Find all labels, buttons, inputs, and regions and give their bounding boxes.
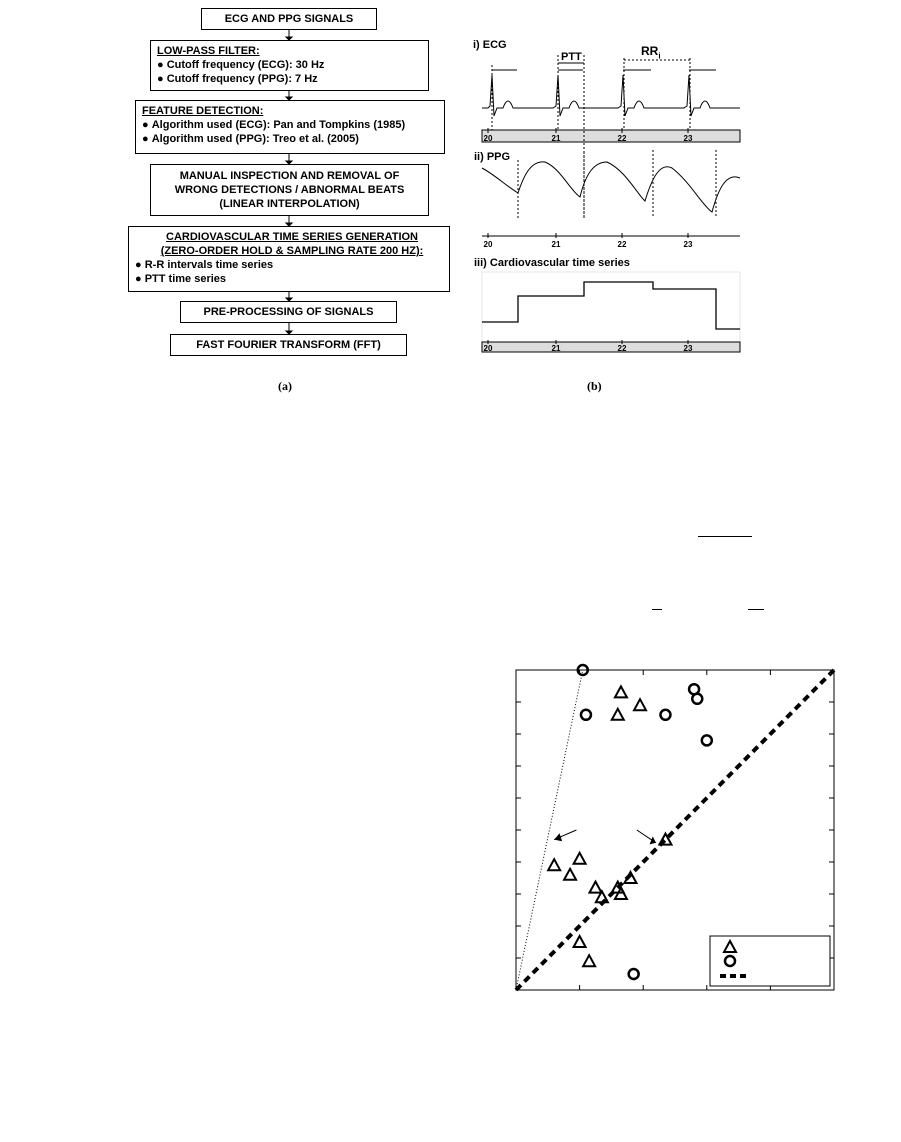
tick-label: 20 [483, 134, 493, 143]
scatter-chart [508, 662, 844, 996]
equation-fraction-bar [652, 609, 662, 610]
ecg-time-bar [482, 130, 740, 142]
list-item: ● PTT time series [135, 273, 227, 285]
tick-label: 23 [683, 240, 693, 249]
cv-time-bar [482, 342, 740, 352]
list-item: ● R-R intervals time series [135, 259, 274, 271]
tick-label: 22 [617, 134, 627, 143]
manual-inspection-line: WRONG DETECTIONS / ABNORMAL BEATS [174, 184, 405, 196]
equation-fraction-bar [698, 536, 752, 537]
list-item: ● Cutoff frequency (PPG): 7 Hz [157, 73, 318, 85]
tick-label: 21 [551, 134, 561, 143]
flow-box-preprocessing: PRE-PROCESSING OF SIGNALS [180, 301, 397, 323]
list-item: ● Algorithm used (ECG): Pan and Tompkins (1985) [142, 119, 406, 131]
rr-label: $RR_i$ [641, 44, 661, 61]
flow-box-fft: FAST FOURIER TRANSFORM (FFT) [170, 334, 407, 356]
waveform-panel [0, 0, 901, 390]
caption-a: (a) [278, 379, 292, 393]
feature-detection-title: FEATURE DETECTION: [142, 105, 264, 117]
ppg-label: ii) PPG [474, 151, 511, 163]
ecg-trace [482, 75, 740, 116]
low-pass-filter-title: LOW-PASS FILTER: [157, 45, 260, 57]
ppg-trace [482, 162, 740, 212]
manual-inspection-line: (LINEAR INTERPOLATION) [219, 198, 360, 210]
tick-label: 23 [683, 344, 693, 353]
time-series-subtitle: (ZERO-ORDER HOLD & SAMPLING RATE 200 HZ): [160, 245, 424, 257]
tick-label: 20 [483, 240, 493, 249]
list-item: ● Algorithm used (PPG): Treo et al. (2005) [142, 133, 359, 145]
tick-label: 23 [683, 134, 693, 143]
list-item: ● Cutoff frequency (ECG): 30 Hz [157, 59, 325, 71]
cv-series-label: iii) Cardiovascular time series [474, 257, 630, 269]
tick-label: 21 [551, 240, 561, 249]
ecg-label: i) ECG [473, 39, 507, 51]
tick-label: 22 [617, 344, 627, 353]
manual-inspection-line: MANUAL INSPECTION AND REMOVAL OF [179, 170, 400, 182]
flow-box-signals: ECG AND PPG SIGNALS [201, 8, 377, 30]
tick-label: 20 [483, 344, 493, 353]
tick-label: 21 [551, 344, 561, 353]
tick-label: 22 [617, 240, 627, 249]
ptt-label: PTT [561, 51, 582, 63]
caption-b: (b) [587, 379, 602, 393]
time-series-title: CARDIOVASCULAR TIME SERIES GENERATION [166, 231, 418, 243]
equation-fraction-bar [748, 609, 764, 610]
